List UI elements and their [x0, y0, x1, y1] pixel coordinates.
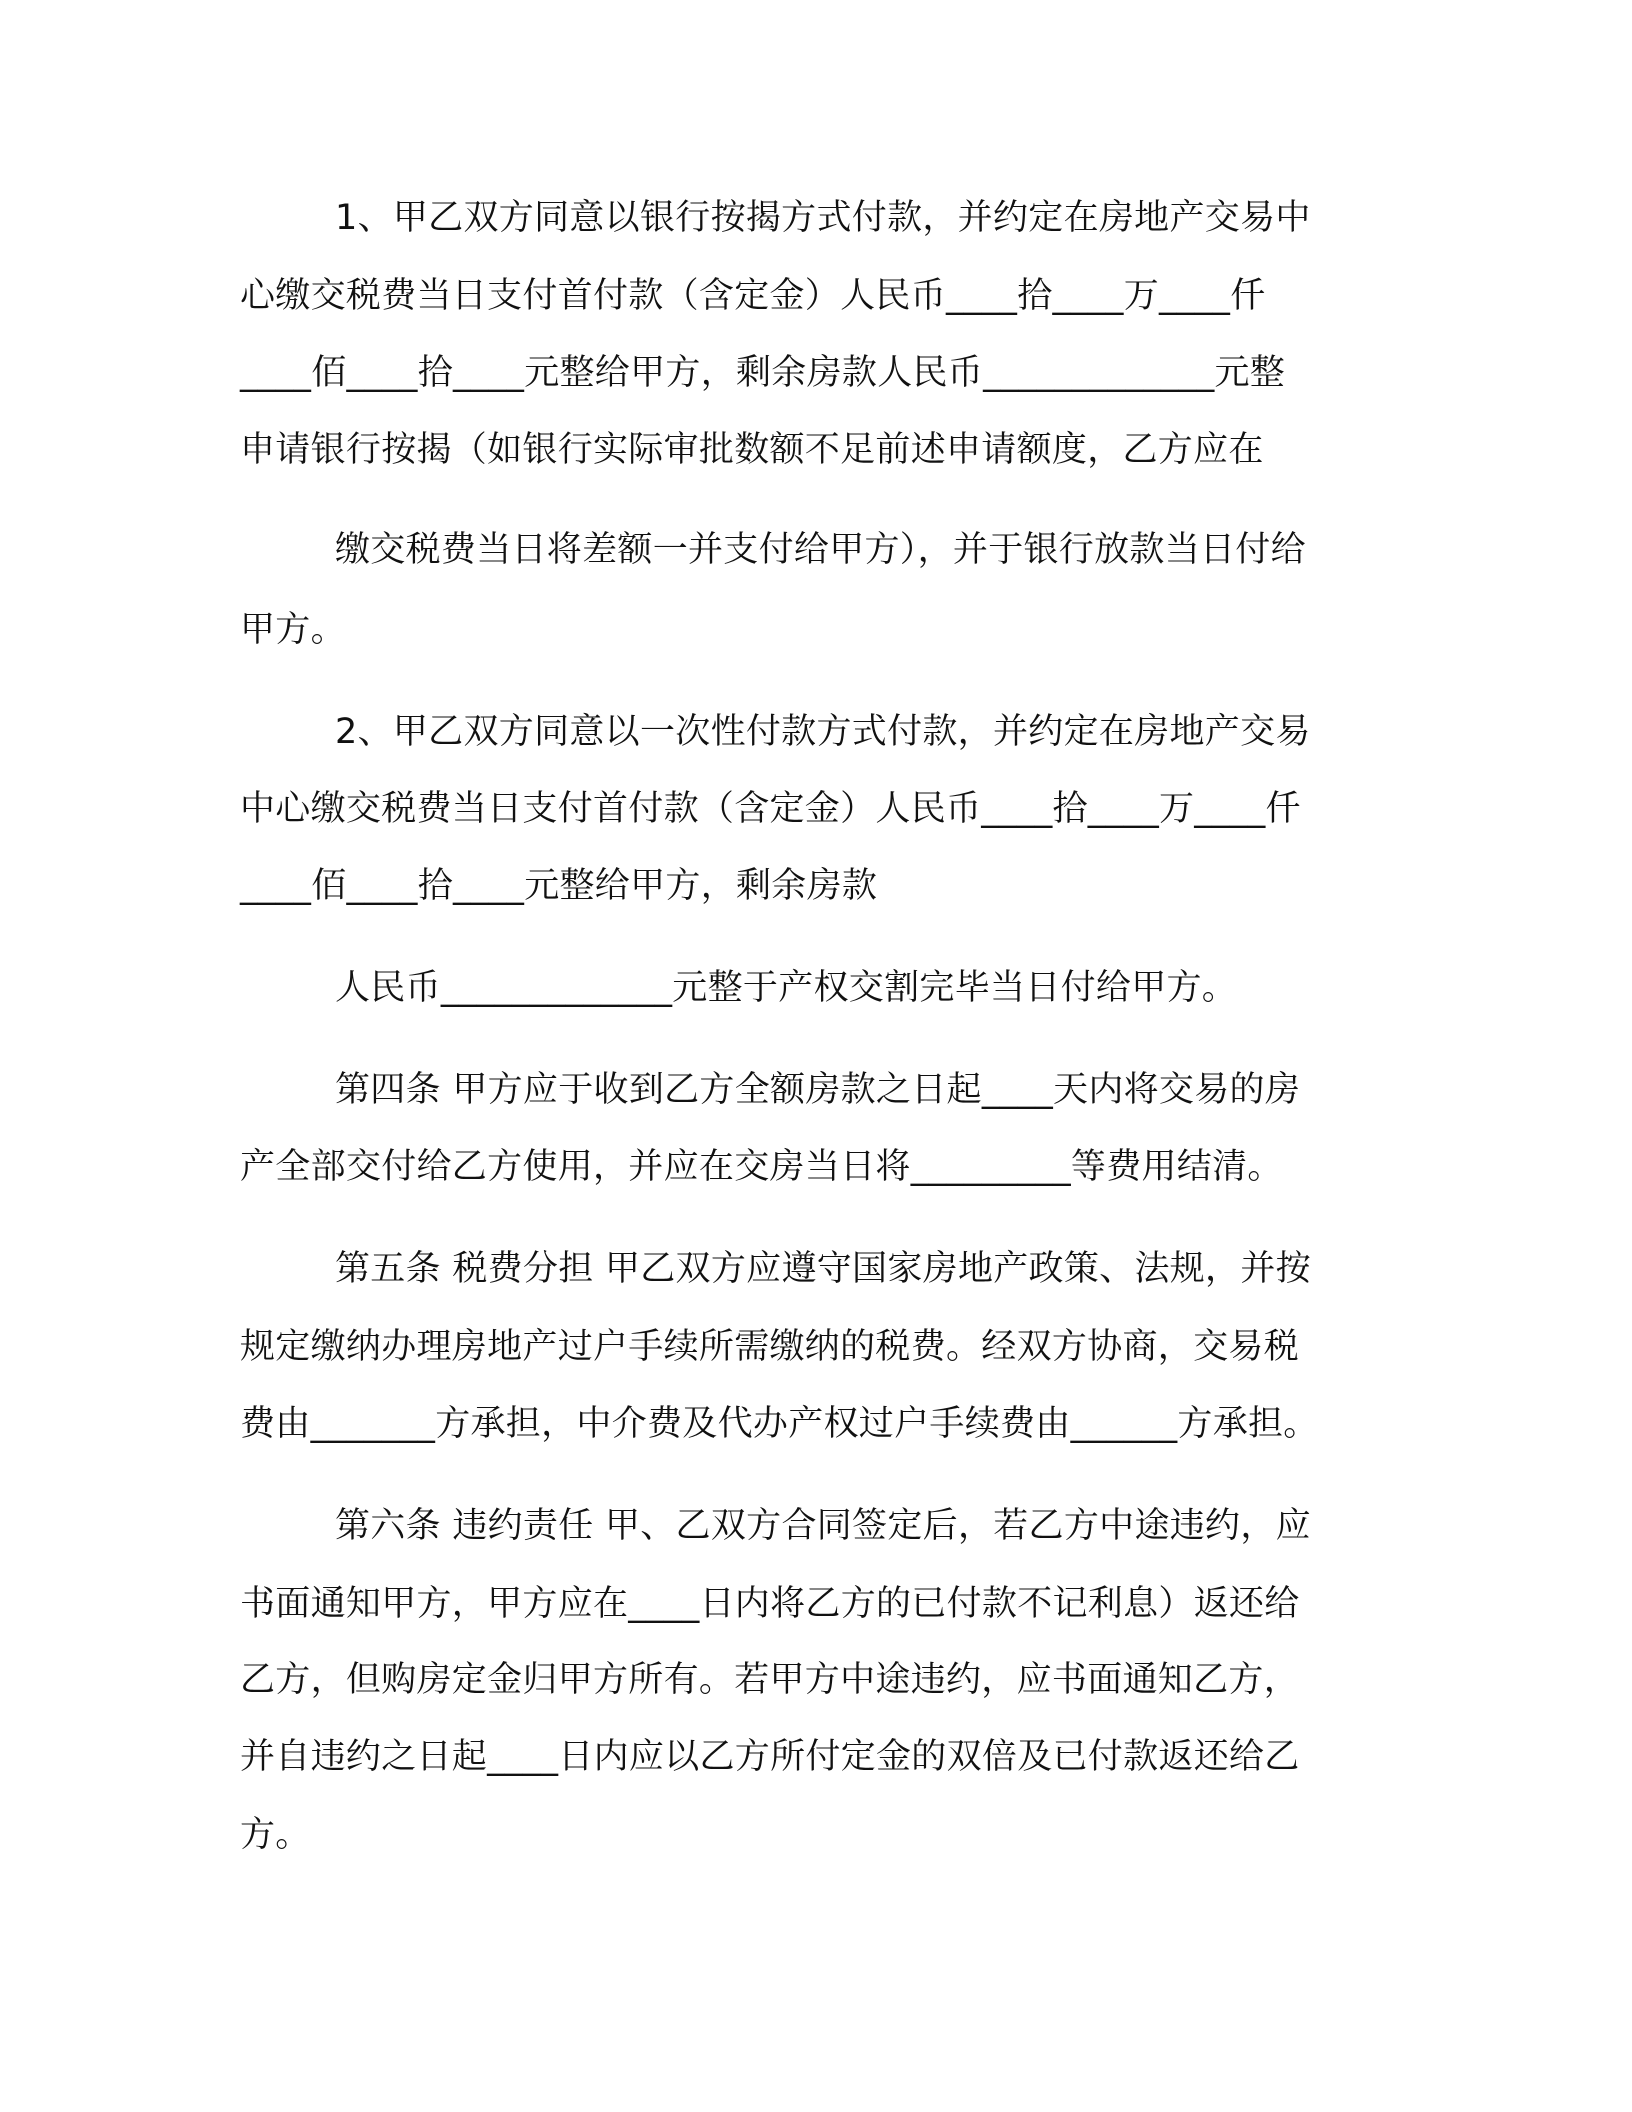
text-line: 产全部交付给乙方使用，并应在交房当日将_________等费用结清。 — [240, 1147, 1283, 1187]
text-line: 人民币_____________元整于产权交割完毕当日付给甲方。 — [335, 968, 1238, 1008]
text-line: 第五条 税费分担 甲乙双方应遵守国家房地产政策、法规，并按 — [335, 1249, 1311, 1289]
text-line: 规定缴纳办理房地产过户手续所需缴纳的税费。经双方协商，交易税 — [240, 1327, 1300, 1367]
text-line: 缴交税费当日将差额一并支付给甲方），并于银行放款当日付给 — [335, 530, 1306, 570]
text-line: ____佰____拾____元整给甲方，剩余房款人民币_____________元整 — [240, 353, 1286, 393]
text-line: 方。 — [240, 1815, 311, 1855]
text-line: ____佰____拾____元整给甲方，剩余房款 — [240, 866, 878, 906]
text-line: 第六条 违约责任 甲、乙双方合同签定后，若乙方中途违约，应 — [335, 1506, 1311, 1546]
text-line: 1、甲乙双方同意以银行按揭方式付款，并约定在房地产交易中 — [335, 198, 1311, 238]
text-line: 2、甲乙双方同意以一次性付款方式付款，并约定在房地产交易 — [335, 712, 1311, 752]
text-line: 书面通知甲方，甲方应在____日内将乙方的已付款不记利息）返还给 — [240, 1584, 1300, 1624]
text-line: 并自违约之日起____日内应以乙方所付定金的双倍及已付款返还给乙 — [240, 1737, 1300, 1777]
text-line: 中心缴交税费当日支付首付款（含定金）人民币____拾____万____仟 — [240, 789, 1301, 829]
text-line: 第四条 甲方应于收到乙方全额房款之日起____天内将交易的房 — [335, 1070, 1301, 1110]
text-line: 心缴交税费当日支付首付款（含定金）人民币____拾____万____仟 — [240, 276, 1266, 316]
text-line: 费由_______方承担，中介费及代办产权过户手续费由______方承担。 — [240, 1404, 1319, 1444]
text-line: 申请银行按揭（如银行实际审批数额不足前述申请额度，乙方应在 — [240, 430, 1264, 470]
text-line: 甲方。 — [240, 610, 346, 650]
text-line: 乙方，但购房定金归甲方所有。若甲方中途违约，应书面通知乙方， — [240, 1660, 1300, 1700]
